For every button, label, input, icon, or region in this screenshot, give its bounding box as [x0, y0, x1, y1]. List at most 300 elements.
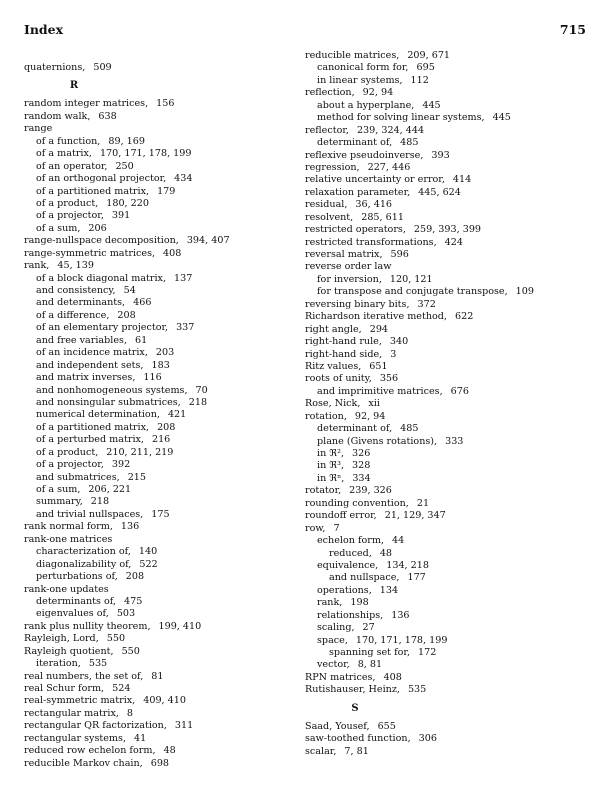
index-page-refs: 208: [125, 571, 145, 583]
index-page-refs: 393: [431, 149, 450, 161]
index-page-refs: 208: [117, 309, 136, 321]
index-subentry: [305, 610, 534, 622]
index-term: canonical form for,: [317, 62, 409, 74]
index-subentry: [305, 597, 534, 609]
index-page-refs: 81: [151, 670, 164, 682]
index-term: rank normal form,: [24, 521, 113, 533]
index-term: rank-one updates: [24, 583, 109, 595]
index-page-refs: 3: [390, 348, 397, 360]
index-page-refs: 485: [400, 423, 419, 435]
index-term: numerical determination,: [36, 409, 160, 421]
index-subentry: [24, 472, 230, 484]
index-page-refs: 655: [377, 720, 396, 732]
index-term: of a product,: [36, 446, 99, 458]
index-page-refs: 134, 218: [386, 559, 429, 571]
index-term: determinant of,: [317, 423, 393, 435]
index-page-refs: 328: [352, 460, 371, 472]
index-page-refs: 116: [143, 372, 162, 384]
index-entry: [24, 584, 230, 596]
index-entry: [24, 621, 230, 633]
index-page-refs: 179: [157, 185, 176, 197]
index-entry: [305, 299, 534, 311]
index-entry: [305, 349, 534, 361]
index-page-refs: 215: [127, 471, 146, 483]
index-page-refs: 208: [157, 421, 176, 433]
index-page-refs: 259, 393, 399: [413, 224, 482, 236]
index-page-refs: 414: [452, 174, 472, 186]
index-subentry: [305, 659, 534, 671]
index-subentry: [24, 496, 230, 508]
index-page-refs: 445: [492, 112, 511, 124]
index-term: right-hand rule,: [305, 336, 382, 348]
index-page-refs: 306: [418, 733, 437, 745]
index-page-refs: 503: [116, 608, 136, 620]
index-term: operations,: [317, 584, 372, 596]
index-entry: [305, 324, 534, 336]
index-entry: [24, 708, 230, 720]
index-subentry: [305, 274, 534, 286]
index-entry: [24, 111, 230, 123]
index-entry: [305, 261, 534, 273]
index-subentry: [24, 210, 230, 222]
index-subentry: [305, 647, 534, 659]
index-term: reversing binary bits,: [305, 298, 410, 310]
index-page-refs: 48: [379, 547, 393, 559]
index-page-refs: 61: [135, 334, 148, 346]
index-page-refs: 134: [379, 584, 399, 596]
index-term: and independent sets,: [36, 359, 144, 371]
index-term: rounding convention,: [305, 497, 409, 509]
index-term: relaxation parameter,: [305, 186, 411, 198]
index-term: random walk,: [24, 110, 91, 122]
index-subentry: [305, 100, 534, 112]
index-entry: [305, 150, 534, 162]
index-page-refs: 120, 121: [389, 273, 433, 285]
index-entry: [24, 745, 230, 757]
index-page-refs: 522: [139, 558, 158, 570]
index-page-refs: 372: [417, 298, 436, 310]
index-entry: [305, 523, 534, 535]
index-page-refs: 485: [400, 137, 419, 149]
index-page-refs: 41: [134, 732, 147, 744]
index-term: Rayleigh, Lord,: [24, 633, 99, 645]
index-page-refs: 27: [362, 622, 375, 634]
index-term: determinants of,: [36, 595, 117, 607]
index-term: reducible matrices,: [305, 50, 400, 61]
index-term: of a partitioned matrix,: [36, 421, 150, 433]
index-page-refs: 218: [188, 396, 208, 408]
index-subentry: [24, 596, 230, 608]
index-page-refs: 445, 624: [418, 186, 461, 198]
index-subentry: [24, 422, 230, 434]
index-subentry: [24, 571, 230, 583]
index-subentry: [24, 161, 230, 173]
index-subentry: [24, 198, 230, 210]
index-page-refs: 596: [390, 249, 409, 260]
index-page-refs: 475: [124, 595, 143, 607]
index-subentry: [24, 335, 230, 347]
index-page-refs: 136: [120, 521, 140, 533]
index-entry: [24, 248, 230, 260]
index-page-refs: 210, 211, 219: [106, 446, 174, 458]
index-page-refs: 7, 81: [344, 745, 369, 757]
index-subentry: [24, 273, 230, 285]
index-page-refs: 54: [123, 285, 136, 296]
index-subentry: [305, 548, 534, 560]
index-entry: [305, 336, 534, 348]
index-entry: [24, 683, 230, 695]
index-term: and trivial nullspaces,: [36, 508, 144, 520]
index-page-refs: 409, 410: [143, 695, 186, 707]
index-page-refs: 21, 129, 347: [384, 510, 446, 522]
index-term: reverse order law: [305, 261, 392, 273]
index-term: rank,: [317, 597, 343, 609]
index-page-refs: 170, 171, 178, 199: [355, 634, 448, 646]
index-term: and nullspace,: [329, 572, 400, 584]
index-subentry: [305, 448, 534, 460]
index-term: reversal matrix,: [305, 249, 383, 260]
index-term: for transpose and conjugate transpose,: [317, 286, 508, 298]
index-entry: [24, 98, 230, 110]
index-page-refs: 21: [416, 497, 430, 509]
index-subentry: [24, 434, 230, 446]
index-entry: [305, 510, 534, 522]
index-term: of an orthogonal projector,: [36, 173, 167, 185]
index-page-refs: 8: [126, 707, 134, 719]
index-term: Rutishauser, Heinz,: [305, 684, 400, 696]
index-page-refs: 550: [121, 645, 140, 657]
index-term: in linear systems,: [317, 74, 403, 86]
index-page-refs: 180, 220: [106, 197, 149, 209]
index-term: restricted transformations,: [305, 236, 437, 248]
index-subentry: [305, 635, 534, 647]
index-term: reflection,: [305, 87, 355, 99]
index-page-refs: 285, 611: [361, 211, 404, 223]
index-page-refs: 311: [174, 720, 194, 732]
index-term: regression,: [305, 161, 360, 173]
index-page-refs: 92, 94: [362, 87, 394, 99]
index-term: method for solving linear systems,: [317, 112, 485, 124]
index-entry: [24, 260, 230, 272]
index-subentry: [305, 572, 534, 584]
index-page-refs: xii: [368, 398, 380, 410]
index-subentry: [305, 460, 534, 472]
index-term: of a sum,: [36, 484, 81, 495]
index-term: resolvent,: [305, 211, 354, 223]
index-page-refs: 334: [352, 472, 371, 484]
index-page-refs: 698: [150, 757, 170, 769]
index-subentry: [24, 223, 230, 235]
index-page-refs: 337: [176, 322, 195, 334]
index-term: of an incidence matrix,: [36, 347, 148, 359]
index-term: real-symmetric matrix,: [24, 695, 136, 707]
index-subentry: [24, 559, 230, 571]
index-term: row,: [305, 522, 326, 534]
index-page-refs: 70: [195, 384, 208, 396]
index-term: rank,: [24, 260, 50, 272]
index-term: random integer matrices,: [24, 98, 149, 110]
index-page-refs: 651: [369, 360, 388, 372]
section-letter-s: S: [351, 702, 359, 714]
index-subentry: [305, 535, 534, 547]
index-term: reflexive pseudoinverse,: [305, 149, 424, 161]
index-entry: [24, 62, 230, 74]
index-entry: [305, 174, 534, 186]
index-term: of a partitioned matrix,: [36, 185, 150, 197]
index-page-refs: 175: [151, 508, 170, 520]
index-entry: [24, 758, 230, 770]
index-subentry: [305, 386, 534, 398]
index-page-refs: 695: [416, 62, 435, 74]
index-entry: [305, 684, 534, 696]
index-term: scaling,: [317, 622, 355, 634]
index-subentry: [305, 112, 534, 124]
index-entry: [305, 733, 534, 745]
index-entry: [305, 411, 534, 423]
index-subentry: [305, 423, 534, 435]
index-subentry: [24, 372, 230, 384]
index-subentry: [24, 297, 230, 309]
index-page-refs: 424: [444, 236, 463, 248]
index-term: and nonsingular submatrices,: [36, 396, 181, 408]
index-entry: [24, 633, 230, 645]
index-term: of a block diagonal matrix,: [36, 272, 167, 284]
index-subentry: [24, 509, 230, 521]
index-page-refs: 209, 671: [407, 50, 451, 61]
index-page-refs: 218: [90, 496, 110, 508]
index-term: roots of unity,: [305, 373, 372, 385]
page-header: [24, 22, 586, 38]
index-subentry: [24, 148, 230, 160]
index-subentry: [305, 286, 534, 298]
index-term: rank-one matrices: [24, 533, 113, 545]
index-term: range: [24, 123, 53, 135]
index-entry: [305, 162, 534, 174]
index-term: right angle,: [305, 323, 362, 335]
index-page-refs: 676: [450, 385, 469, 397]
index-page-refs: 239, 326: [349, 485, 392, 497]
index-term: of a difference,: [36, 309, 110, 321]
index-term: plane (Givens rotations),: [317, 435, 438, 447]
index-term: RPN matrices,: [305, 671, 376, 683]
index-term: Saad, Yousef,: [305, 720, 370, 732]
index-entry: [305, 485, 534, 497]
index-entry: [305, 199, 534, 211]
index-entry: [305, 373, 534, 385]
index-entry: [305, 498, 534, 510]
page-number: 715: [559, 22, 586, 37]
index-subentry: [305, 137, 534, 149]
index-term: space,: [317, 634, 348, 646]
index-term: determinant of,: [317, 137, 393, 149]
index-term: perturbations of,: [36, 571, 118, 583]
index-page-refs: 92, 94: [354, 410, 386, 422]
index-page-refs: 140: [138, 546, 158, 558]
index-entry: [24, 521, 230, 533]
index-page-refs: 48: [163, 745, 176, 757]
index-term: Rayleigh quotient,: [24, 645, 114, 657]
index-term: in ℜ³,: [317, 460, 345, 472]
index-page-refs: 638: [98, 110, 117, 122]
index-term: restricted operators,: [305, 224, 406, 236]
index-page-refs: 340: [389, 336, 409, 348]
index-entry: [305, 672, 534, 684]
index-entry: [305, 87, 534, 99]
index-term: relationships,: [317, 609, 384, 621]
index-page-refs: 45, 139: [57, 260, 94, 272]
index-page-refs: 203: [155, 347, 175, 359]
index-subentry: [24, 484, 230, 496]
index-page-refs: 109: [515, 286, 534, 298]
index-page-refs: 535: [88, 658, 108, 670]
index-term: of an elementary projector,: [36, 322, 169, 334]
index-page-refs: 408: [163, 247, 182, 259]
index-subentry: [24, 186, 230, 198]
index-page-refs: 8, 81: [357, 659, 383, 671]
index-page-refs: 434: [174, 173, 193, 185]
index-term: rotator,: [305, 485, 342, 497]
index-term: equivalence,: [317, 559, 379, 571]
index-subentry: [24, 397, 230, 409]
index-subentry: [24, 322, 230, 334]
index-entry: [305, 721, 534, 733]
index-page-refs: 421: [167, 409, 187, 421]
index-subentry: [24, 546, 230, 558]
index-entry: [24, 695, 230, 707]
index-term: of a projector,: [36, 459, 104, 471]
index-entry: [305, 212, 534, 224]
index-page-refs: 524: [112, 683, 131, 694]
index-term: in ℜ²,: [317, 448, 345, 459]
index-term: echelon form,: [317, 535, 385, 547]
index-page-refs: 622: [454, 311, 474, 323]
index-term: reflector,: [305, 124, 349, 136]
index-term: and free variables,: [36, 334, 128, 346]
index-term: Richardson iterative method,: [305, 311, 447, 323]
index-term: of a function,: [36, 135, 101, 147]
index-page-refs: 177: [407, 572, 426, 584]
index-subentry: [24, 285, 230, 297]
index-page-refs: 509: [93, 62, 112, 73]
index-subentry: [24, 409, 230, 421]
index-subentry: [305, 62, 534, 74]
index-term: and imprimitive matrices,: [317, 385, 443, 397]
index-subentry: [24, 173, 230, 185]
index-subentry: [24, 310, 230, 322]
index-term: summary,: [36, 496, 83, 508]
index-page-refs: 394, 407: [186, 235, 230, 247]
index-entry: [305, 187, 534, 199]
index-term: diagonalizability of,: [36, 558, 132, 570]
index-term: of a product,: [36, 197, 99, 209]
index-subentry: [305, 560, 534, 572]
index-entry: [305, 125, 534, 137]
index-term: of a sum,: [36, 222, 81, 234]
index-page-refs: 170, 171, 178, 199: [99, 148, 192, 160]
index-term: of a projector,: [36, 210, 104, 222]
index-subentry: [305, 585, 534, 597]
index-entry: [24, 733, 230, 745]
index-page-refs: 392: [111, 459, 131, 471]
index-page-refs: 89, 169: [108, 135, 145, 147]
index-page-refs: 239, 324, 444: [356, 124, 425, 136]
index-term: Rose, Nick,: [305, 398, 361, 410]
index-page-refs: 156: [156, 98, 175, 110]
index-subentry: [305, 436, 534, 448]
index-subentry: [24, 136, 230, 148]
index-term: eigenvalues of,: [36, 608, 109, 620]
index-term: reduced row echelon form,: [24, 745, 156, 757]
index-term: and submatrices,: [36, 471, 120, 483]
index-term: saw-toothed function,: [305, 733, 411, 745]
index-term: rectangular matrix,: [24, 707, 119, 719]
index-column-left: [24, 62, 230, 770]
index-page-refs: 7: [333, 522, 340, 534]
index-entry: [24, 534, 230, 546]
index-subentry: [24, 658, 230, 670]
index-subentry: [24, 459, 230, 471]
index-page-refs: 112: [410, 74, 429, 86]
index-entry: [305, 224, 534, 236]
index-term: range-symmetric matrices,: [24, 247, 156, 259]
index-term: range-nullspace decomposition,: [24, 235, 179, 247]
index-page-refs: 445: [422, 99, 441, 111]
index-page-refs: 391: [111, 210, 131, 222]
index-entry: [24, 720, 230, 732]
index-term: spanning set for,: [329, 647, 410, 658]
index-page-refs: 356: [379, 373, 399, 385]
index-subentry: [305, 75, 534, 87]
index-entry: [305, 311, 534, 323]
index-term: and nonhomogeneous systems,: [36, 384, 188, 396]
index-entry: [305, 249, 534, 261]
index-term: real Schur form,: [24, 683, 105, 694]
index-term: of an operator,: [36, 160, 108, 172]
index-page-refs: 535: [407, 684, 427, 696]
index-term: quaternions,: [24, 62, 86, 73]
index-page-refs: 333: [445, 435, 464, 447]
index-page-refs: 198: [350, 597, 369, 609]
index-subentry: [24, 608, 230, 620]
index-term: right-hand side,: [305, 348, 383, 360]
index-subentry: [24, 447, 230, 459]
index-subentry: [24, 385, 230, 397]
index-term: of a perturbed matrix,: [36, 434, 144, 446]
index-page-refs: 294: [369, 323, 389, 335]
index-term: iteration,: [36, 658, 81, 670]
index-entry: [305, 361, 534, 373]
index-page-refs: 137: [174, 272, 193, 284]
index-term: reduced,: [329, 547, 372, 559]
index-page-refs: 250: [115, 160, 134, 172]
index-page-refs: 206: [88, 222, 107, 234]
index-term: and consistency,: [36, 285, 116, 296]
index-term: rotation,: [305, 410, 347, 422]
index-page-refs: 199, 410: [158, 620, 202, 632]
index-page-refs: 136: [391, 609, 410, 621]
page-title: Index: [24, 22, 64, 37]
index-entry: [24, 123, 230, 135]
index-page-refs: 183: [151, 359, 170, 371]
index-term: vector,: [317, 659, 350, 671]
index-entry: [305, 237, 534, 249]
index-page-refs: 206, 221: [88, 484, 132, 495]
index-page-refs: 227, 446: [367, 161, 411, 173]
index-term: real numbers, the set of,: [24, 670, 144, 682]
index-entry: [305, 50, 534, 62]
index-term: reducible Markov chain,: [24, 757, 143, 769]
index-term: of a matrix,: [36, 148, 92, 160]
